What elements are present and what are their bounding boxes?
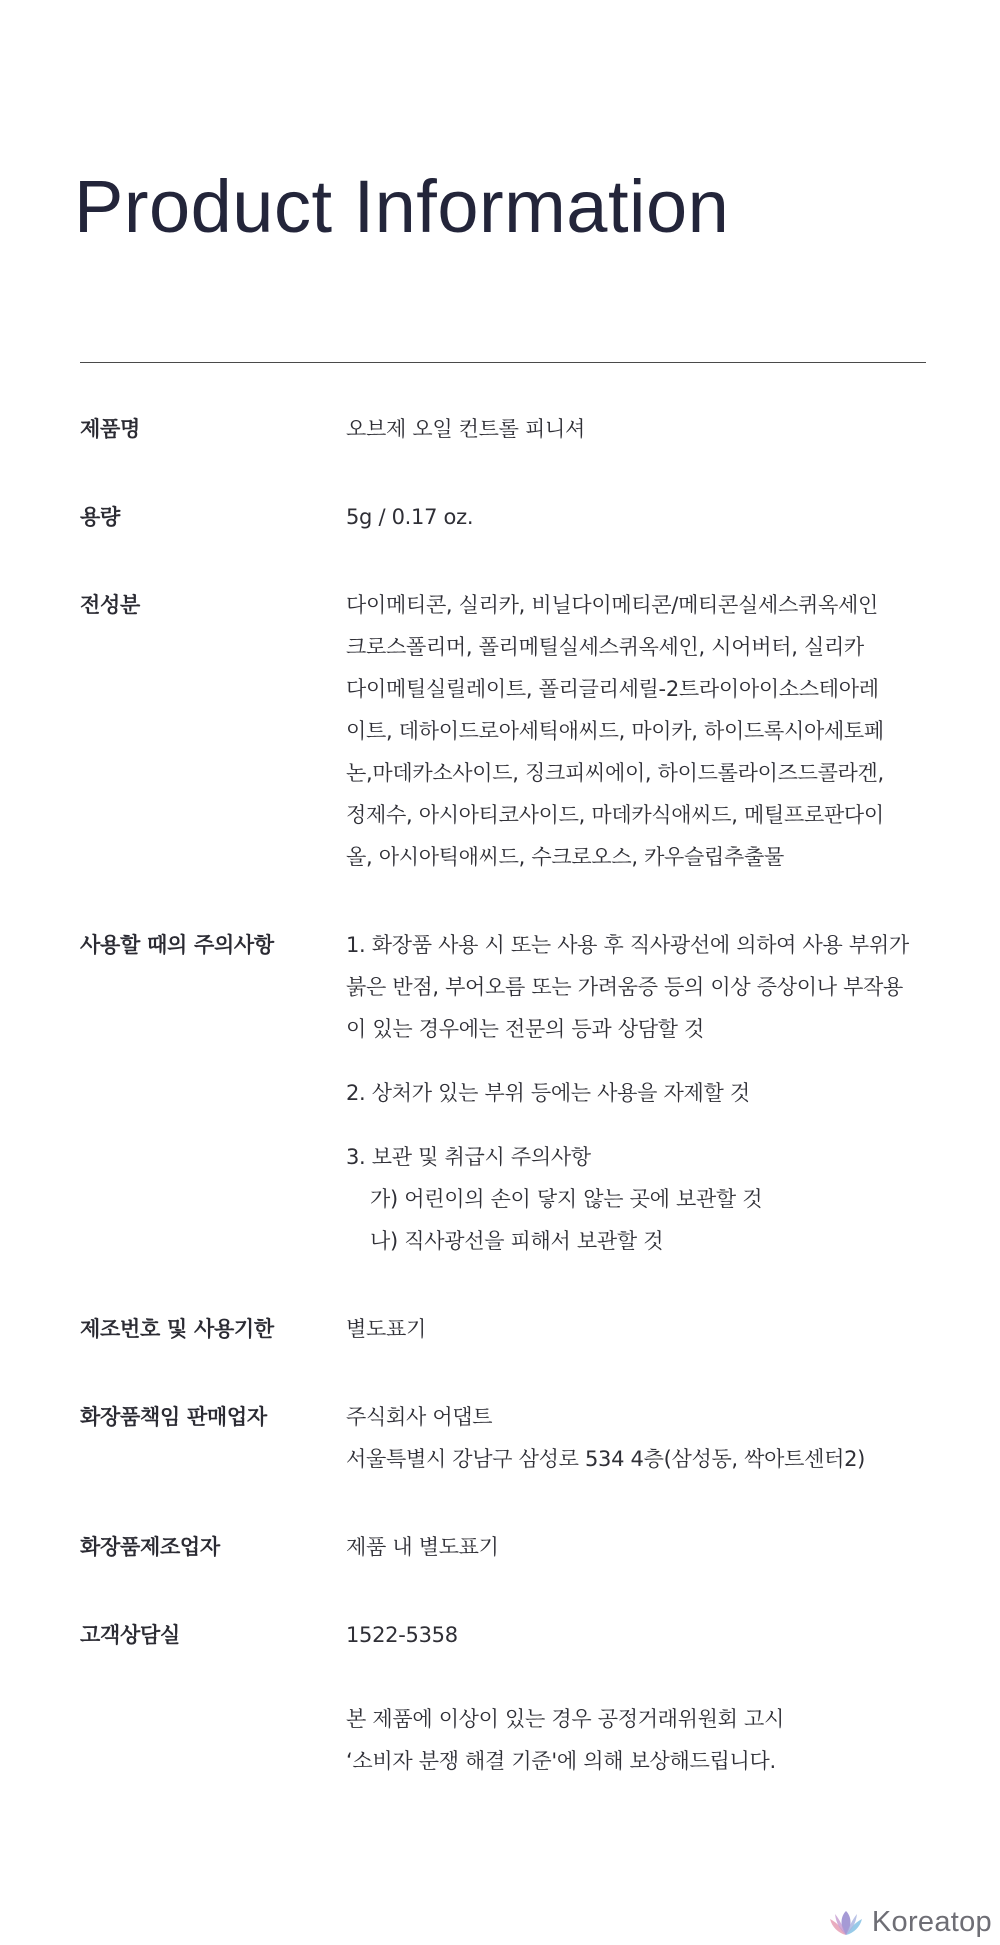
notice-line: 본 제품에 이상이 있는 경우 공정거래위원회 고시: [346, 1707, 784, 1731]
info-value: 5g / 0.17 oz.: [346, 505, 474, 529]
info-label: 용량: [80, 505, 120, 529]
info-row-manufacturer: [80, 1526, 940, 1568]
ingredients-line: 다이메티콘, 실리카, 비닐다이메티콘/메티콘실세스퀴옥세인: [346, 593, 878, 617]
brand-logo: [826, 1906, 992, 1939]
caution-item-3: [346, 1136, 940, 1262]
info-label: 고객상담실: [80, 1623, 180, 1647]
title-divider: [80, 362, 926, 363]
caution-line: 이 있는 경우에는 전문의 등과 상담할 것: [346, 1017, 705, 1041]
brand-name: Koreatop: [871, 1906, 992, 1938]
caution-line: 3. 보관 및 취급시 주의사항: [346, 1145, 591, 1169]
caution-line: 1. 화장품 사용 시 또는 사용 후 직사광선에 의하여 사용 부위가: [346, 933, 909, 957]
seller-company: 주식회사 어댑트: [346, 1405, 493, 1429]
customer-service-phone: 1522-5358: [346, 1623, 458, 1647]
caution-item-1: [346, 924, 940, 1050]
caution-item-2: 2. 상처가 있는 부위 등에는 사용을 자제할 것: [346, 1081, 750, 1105]
ingredients-line: 논,마데카소사이드, 징크피씨에이, 하이드롤라이즈드콜라겐,: [346, 761, 884, 785]
info-value: 오브제 오일 컨트롤 피니셔: [346, 417, 585, 441]
info-value: 제품 내 별도표기: [346, 1535, 499, 1559]
ingredients-line: 올, 아시아틱애씨드, 수크로오스, 카우슬립추출물: [346, 845, 784, 869]
caution-subitem: 가) 어린이의 손이 닿지 않는 곳에 보관할 것: [370, 1187, 763, 1211]
info-row-ingredients: [80, 584, 940, 878]
info-label: 전성분: [80, 593, 140, 617]
product-info-table: [80, 400, 940, 1782]
notice-line: ‘소비자 분쟁 해결 기준'에 의해 보상해드립니다.: [346, 1749, 776, 1773]
seller-info: [346, 1396, 940, 1480]
ingredients-line: 크로스폴리머, 폴리메틸실세스퀴옥세인, 시어버터, 실리카: [346, 635, 864, 659]
info-label: 화장품책임 판매업자: [80, 1405, 267, 1429]
ingredients-line: 다이메틸실릴레이트, 폴리글리세릴-2트라이아이소스테아레: [346, 677, 879, 701]
caution-list: [346, 924, 940, 1262]
info-row-lot-expiry: [80, 1308, 940, 1350]
caution-subitem: 나) 직사광선을 피해서 보관할 것: [370, 1229, 664, 1253]
lotus-icon: [826, 1907, 866, 1939]
info-label: 화장품제조업자: [80, 1535, 220, 1559]
ingredients-line: 이트, 데하이드로아세틱애씨드, 마이카, 하이드록시아세토페: [346, 719, 884, 743]
compensation-notice: [346, 1698, 940, 1782]
info-row-customer-service: [80, 1614, 940, 1656]
ingredients-list: [346, 584, 940, 878]
info-row-seller: [80, 1396, 940, 1480]
info-label: 제품명: [80, 417, 140, 441]
info-label: 제조번호 및 사용기한: [80, 1317, 274, 1341]
ingredients-line: 정제수, 아시아티코사이드, 마데카식애씨드, 메틸프로판다이: [346, 803, 884, 827]
info-row-product-name: [80, 408, 940, 450]
info-row-capacity: [80, 496, 940, 538]
caution-line: 붉은 반점, 부어오름 또는 가려움증 등의 이상 증상이나 부작용: [346, 975, 904, 999]
info-value: 별도표기: [346, 1317, 426, 1341]
info-row-caution: [80, 924, 940, 1262]
info-label: 사용할 때의 주의사항: [80, 933, 274, 957]
seller-address: 서울특별시 강남구 삼성로 534 4층(삼성동, 싹아트센터2): [346, 1447, 866, 1471]
page-title: Product Information: [74, 165, 730, 248]
